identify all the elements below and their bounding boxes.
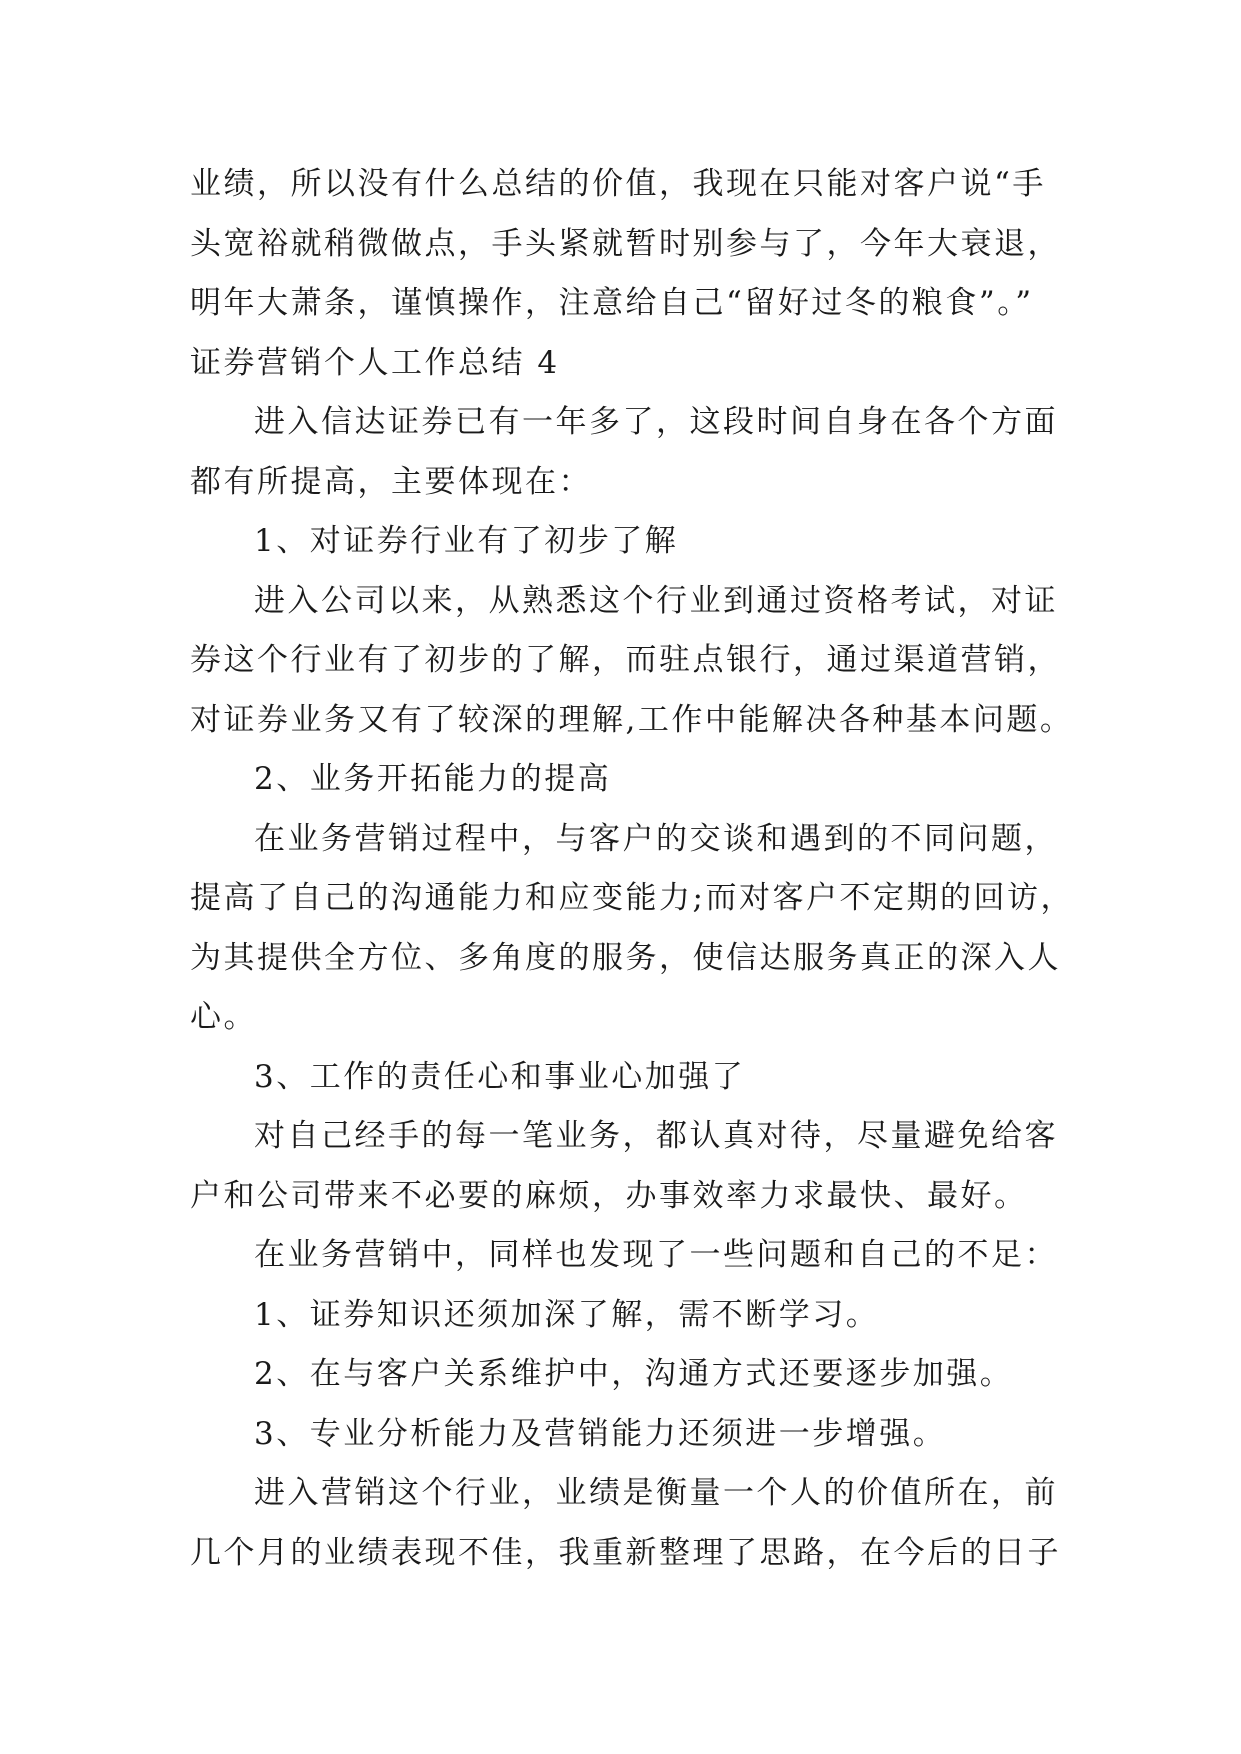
section-heading: 证券营销个人工作总结 4 xyxy=(190,345,560,381)
paragraph-line: 提高了自己的沟通能力和应变能力;而对客户不定期的回访， xyxy=(190,880,1074,916)
list-item: 1、证券知识还须加深了解，需不断学习。 xyxy=(254,1297,880,1333)
text-line: 头宽裕就稍微做点，手头紧就暂时别参与了，今年大衰退， xyxy=(190,226,1061,262)
paragraph-line: 心。 xyxy=(190,999,257,1035)
paragraph-line: 为其提供全方位、多角度的服务，使信达服务真正的深入人 xyxy=(190,940,1061,976)
paragraph-line: 对证券业务又有了较深的理解,工作中能解决各种基本问题。 xyxy=(190,702,1074,738)
paragraph-line: 在业务营销中，同样也发现了一些问题和自己的不足： xyxy=(254,1237,1058,1273)
paragraph-line: 进入信达证券已有一年多了，这段时间自身在各个方面 xyxy=(254,404,1058,440)
paragraph-line: 券这个行业有了初步的了解，而驻点银行，通过渠道营销， xyxy=(190,642,1061,678)
list-item: 2、在与客户关系维护中，沟通方式还要逐步加强。 xyxy=(254,1356,1014,1392)
list-heading: 2、业务开拓能力的提高 xyxy=(254,761,612,797)
list-heading: 1、对证券行业有了初步了解 xyxy=(254,523,679,559)
paragraph-line: 在业务营销过程中，与客户的交谈和遇到的不同问题， xyxy=(254,821,1058,857)
paragraph-line: 几个月的业绩表现不佳，我重新整理了思路，在今后的日子 xyxy=(190,1535,1061,1571)
text-line: 明年大萧条，谨慎操作，注意给自己“留好过冬的粮食”。” xyxy=(190,285,1034,321)
list-heading: 3、工作的责任心和事业心加强了 xyxy=(254,1059,746,1095)
list-item: 3、专业分析能力及营销能力还须进一步增强。 xyxy=(254,1416,947,1452)
paragraph-line: 户和公司带来不必要的麻烦，办事效率力求最快、最好。 xyxy=(190,1178,1028,1214)
paragraph-line: 都有所提高，主要体现在： xyxy=(190,464,592,500)
paragraph-line: 进入公司以来，从熟悉这个行业到通过资格考试，对证 xyxy=(254,583,1058,619)
text-line: 业绩，所以没有什么总结的价值，我现在只能对客户说“手 xyxy=(190,166,1046,202)
paragraph-line: 对自己经手的每一笔业务，都认真对待，尽量避免给客 xyxy=(254,1118,1058,1154)
paragraph-line: 进入营销这个行业，业绩是衡量一个人的价值所在，前 xyxy=(254,1475,1058,1511)
